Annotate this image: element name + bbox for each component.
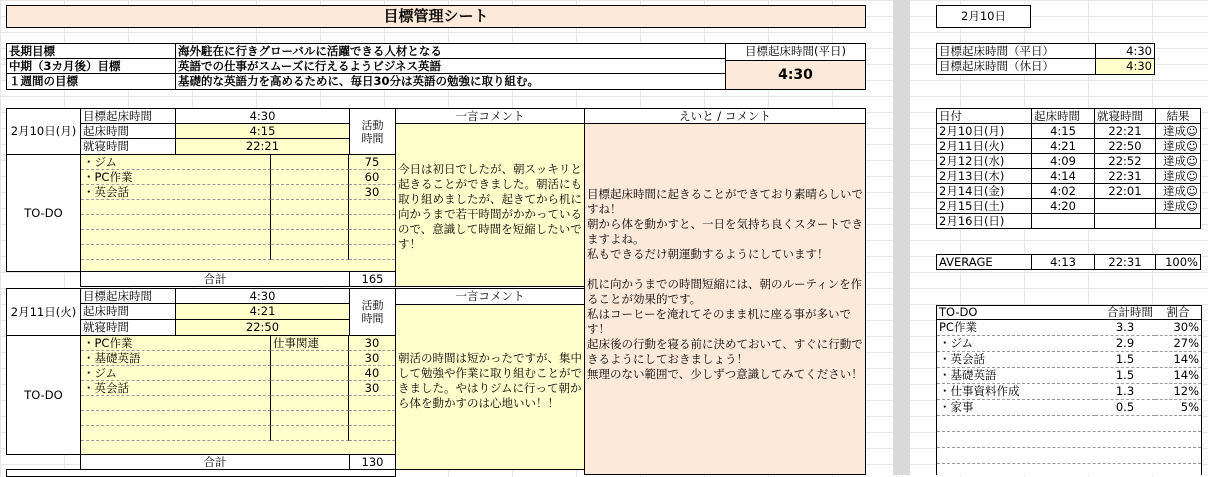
comment-text[interactable]: 朝活の時間は短かったですが、集中して勉強や作業に取り組むことができました。やはりジムに行って朝から体を動かすのは心地いい！！ (395, 304, 585, 470)
todo-task-empty[interactable] (81, 200, 271, 215)
log-sleep[interactable]: 22:31 (1094, 168, 1156, 184)
todo-task-empty[interactable] (81, 411, 271, 426)
todo-minutes[interactable]: 30 (349, 185, 395, 200)
todo-note[interactable] (271, 170, 349, 185)
log-wake[interactable]: 4:02 (1031, 183, 1095, 199)
log-sleep[interactable]: 22:01 (1094, 183, 1156, 199)
total-label[interactable]: 合計 (80, 454, 350, 470)
todo-summary-pct[interactable]: 30% (1155, 320, 1201, 336)
summary-target-value-holiday[interactable]: 4:30 (1095, 58, 1155, 75)
todo-minutes-empty[interactable] (349, 200, 395, 215)
total-label[interactable]: 合計 (80, 271, 350, 287)
log-result[interactable]: 達成☺ (1155, 138, 1201, 154)
activity-time-header[interactable]: 活動 時間 (349, 288, 396, 336)
log-wake[interactable]: 4:21 (1031, 138, 1095, 154)
log-sleep[interactable] (1094, 198, 1156, 214)
todo-minutes[interactable]: 30 (349, 336, 395, 351)
target-wake-value[interactable]: 4:30 (175, 288, 350, 304)
log-date[interactable]: 2月16日(日) (936, 213, 1032, 229)
sleep-value[interactable]: 22:21 (175, 138, 350, 155)
wake-label[interactable]: 起床時間 (80, 303, 176, 320)
log-result[interactable]: 達成☺ (1155, 153, 1201, 169)
log-result[interactable]: 達成☺ (1155, 198, 1201, 214)
todo-minutes[interactable]: 75 (349, 155, 395, 170)
todo-task-empty[interactable] (81, 426, 271, 441)
todo-summary-pct[interactable]: 5% (1155, 400, 1201, 416)
goal-text-week[interactable]: 基礎的な英語力を高めるために、毎日30分は英語の勉強に取り組む。 (175, 73, 726, 90)
target-wake-label[interactable]: 目標起床時間 (80, 288, 176, 304)
header-date[interactable]: 2月10日 (936, 5, 1031, 28)
log-date[interactable]: 2月14日(金) (936, 183, 1032, 199)
todo-summary-hours[interactable]: 1.3 (1095, 384, 1155, 400)
log-header-result[interactable]: 結果 (1155, 108, 1201, 124)
average-sleep[interactable]: 22:31 (1094, 254, 1156, 270)
todo-minutes-empty[interactable] (349, 411, 395, 426)
todo-minutes-empty[interactable] (349, 215, 395, 230)
wake-label[interactable]: 起床時間 (80, 123, 176, 139)
todo-summary-header-pct[interactable]: 割合 (1155, 305, 1201, 320)
todo-minutes[interactable]: 40 (349, 366, 395, 381)
eito-comment-header[interactable]: えいと / コメント (584, 108, 866, 124)
todo-summary-task[interactable]: ・英会話 (937, 352, 1095, 368)
todo-summary-hours[interactable]: 2.9 (1095, 336, 1155, 352)
target-wake-value[interactable]: 4:30 (725, 60, 866, 90)
todo-note-empty[interactable] (271, 200, 349, 215)
todo-summary-task[interactable]: ・ジム (937, 336, 1095, 352)
log-sleep[interactable]: 22:50 (1094, 138, 1156, 154)
todo-note-empty[interactable] (271, 426, 349, 441)
todo-note-empty[interactable] (271, 230, 349, 245)
log-sleep[interactable] (1094, 213, 1156, 229)
sheet-title[interactable]: 目標管理シート (6, 5, 866, 28)
comment-text[interactable]: 今日は初日でしたが、朝スッキリと起きることができました。朝活にも取り組めましたが、起きてから机に向かうまで若干時間がかかっているので、意識して時間を短縮したいです！ (395, 123, 585, 287)
target-wake-value[interactable]: 4:30 (175, 108, 350, 124)
wake-value[interactable]: 4:21 (175, 303, 350, 320)
summary-target-label-holiday[interactable]: 目標起床時間（休日） (936, 58, 1096, 75)
todo-summary-hours[interactable]: 1.5 (1095, 352, 1155, 368)
log-date[interactable]: 2月12日(水) (936, 153, 1032, 169)
todo-task-empty[interactable] (81, 215, 271, 230)
todo-summary-task[interactable]: ・仕事資料作成 (937, 384, 1095, 400)
todo-minutes-empty[interactable] (349, 426, 395, 441)
sleep-value[interactable]: 22:50 (175, 319, 350, 336)
todo-label[interactable]: TO-DO (6, 154, 81, 272)
todo-note-empty[interactable] (271, 396, 349, 411)
column-separator (893, 0, 910, 475)
goal-text-mid[interactable]: 英語での仕事がスムーズに行えるようビジネス英語 (175, 58, 726, 74)
todo-task[interactable]: ・ジム (81, 366, 271, 381)
average-wake[interactable]: 4:13 (1031, 254, 1095, 270)
todo-minutes[interactable]: 30 (349, 351, 395, 366)
todo-note-empty[interactable] (271, 411, 349, 426)
todo-note-empty[interactable] (271, 215, 349, 230)
todo-summary-pct[interactable]: 12% (1155, 384, 1201, 400)
todo-minutes[interactable]: 60 (349, 170, 395, 185)
todo-summary-pct[interactable]: 27% (1155, 336, 1201, 352)
todo-minutes-empty[interactable] (349, 245, 395, 260)
log-result[interactable]: 達成☺ (1155, 123, 1201, 139)
eito-comment-text[interactable]: 目標起床時間に起きることができており素晴らしいですね！ 朝から体を動かすと、一日を気持ち良くスタートできますよね。 私もできるだけ朝運動するようにしています！ 机に向かうまでの時間短縮には、朝のルーティンを作ることが効果的です。 私はコーヒーを淹れてそのまま机に座る事が多いです！ 起床後の行動を寝る前に決めておいて、すぐに行動できるようにしておきましょう！ 無理のない範囲で、少しずつ意識してみてください！ (584, 123, 866, 475)
day-date[interactable]: 2月11日(火) (6, 288, 81, 336)
todo-label[interactable]: TO-DO (6, 335, 81, 455)
log-wake[interactable]: 4:09 (1031, 153, 1095, 169)
todo-task[interactable]: ・PC作業 (81, 170, 271, 185)
log-sleep[interactable]: 22:21 (1094, 123, 1156, 139)
comment-header[interactable]: 一言コメント (395, 108, 585, 124)
todo-task[interactable]: ・PC作業 (81, 336, 271, 351)
log-result[interactable]: 達成☺ (1155, 183, 1201, 199)
log-sleep[interactable]: 22:52 (1094, 153, 1156, 169)
average-label[interactable]: AVERAGE (936, 254, 1032, 270)
todo-summary-empty-row[interactable] (937, 432, 1201, 448)
todo-task[interactable]: ・英会話 (81, 185, 271, 200)
todo-note[interactable] (271, 185, 349, 200)
log-header-date[interactable]: 日付 (936, 108, 1032, 124)
todo-task-empty[interactable] (81, 245, 271, 260)
total-value[interactable]: 165 (349, 271, 396, 287)
todo-note[interactable] (271, 366, 349, 381)
summary-target-label-weekday[interactable]: 目標起床時間（平日） (936, 43, 1096, 59)
todo-summary-empty-row[interactable] (937, 448, 1201, 464)
todo-task[interactable]: ・ジム (81, 155, 271, 170)
todo-summary-header-hours[interactable]: 合計時間 (1095, 305, 1155, 320)
todo-task[interactable]: ・基礎英語 (81, 351, 271, 366)
todo-minutes-empty[interactable] (349, 396, 395, 411)
todo-summary-hours[interactable]: 0.5 (1095, 400, 1155, 416)
log-date[interactable]: 2月11日(火) (936, 138, 1032, 154)
todo-summary-hours[interactable]: 1.5 (1095, 368, 1155, 384)
todo-summary-hours[interactable]: 3.3 (1095, 320, 1155, 336)
todo-summary-empty-row[interactable] (937, 416, 1201, 432)
log-result[interactable]: 達成☺ (1155, 168, 1201, 184)
average-rate[interactable]: 100% (1155, 254, 1201, 270)
goal-label-mid[interactable]: 中期（3カ月後）目標 (6, 58, 176, 74)
goal-label-week[interactable]: １週間の目標 (6, 73, 176, 90)
log-header-sleep[interactable]: 就寝時間 (1094, 108, 1156, 124)
wake-value[interactable]: 4:15 (175, 123, 350, 139)
todo-minutes-empty[interactable] (349, 230, 395, 245)
todo-list (80, 335, 396, 455)
target-wake-label[interactable]: 目標起床時間 (80, 108, 176, 124)
todo-task-empty[interactable] (81, 230, 271, 245)
log-wake[interactable]: 4:20 (1031, 198, 1095, 214)
log-date[interactable]: 2月10日(月) (936, 123, 1032, 139)
todo-summary-task[interactable]: ・家事 (937, 400, 1095, 416)
todo-summary-pct[interactable]: 14% (1155, 368, 1201, 384)
todo-summary-task[interactable]: PC作業 (937, 320, 1095, 336)
log-result[interactable] (1155, 213, 1201, 229)
todo-summary-header-task[interactable]: TO-DO (937, 305, 1095, 320)
todo-minutes[interactable]: 30 (349, 381, 395, 396)
next-day-row[interactable] (6, 469, 396, 477)
sleep-label[interactable]: 就寝時間 (80, 319, 176, 336)
todo-task-empty[interactable] (81, 396, 271, 411)
log-wake[interactable] (1031, 213, 1095, 229)
todo-note[interactable] (271, 155, 349, 170)
log-header-wake[interactable]: 起床時間 (1031, 108, 1095, 124)
todo-note[interactable]: 仕事関連 (271, 336, 349, 351)
todo-note[interactable] (271, 381, 349, 396)
total-value[interactable]: 130 (349, 454, 396, 470)
sleep-label[interactable]: 就寝時間 (80, 138, 176, 155)
goal-text-long[interactable]: 海外駐在に行きグローバルに活躍できる人材となる (175, 43, 726, 59)
activity-time-header[interactable]: 活動 時間 (349, 108, 396, 155)
comment-header[interactable]: 一言コメント (395, 288, 585, 305)
todo-summary-task[interactable]: ・基礎英語 (937, 368, 1095, 384)
log-date[interactable]: 2月13日(木) (936, 168, 1032, 184)
todo-note-empty[interactable] (271, 245, 349, 260)
todo-note[interactable] (271, 351, 349, 366)
log-wake[interactable]: 4:15 (1031, 123, 1095, 139)
todo-list (80, 154, 396, 272)
goal-label-long[interactable]: 長期目標 (6, 43, 176, 59)
target-wake-label[interactable]: 目標起床時間(平日) (725, 43, 866, 61)
day-date[interactable]: 2月10日(月) (6, 108, 81, 155)
todo-task[interactable]: ・英会話 (81, 381, 271, 396)
log-date[interactable]: 2月15日(土) (936, 198, 1032, 214)
todo-summary-pct[interactable]: 14% (1155, 352, 1201, 368)
log-wake[interactable]: 4:14 (1031, 168, 1095, 184)
summary-target-value-weekday[interactable]: 4:30 (1095, 43, 1155, 59)
